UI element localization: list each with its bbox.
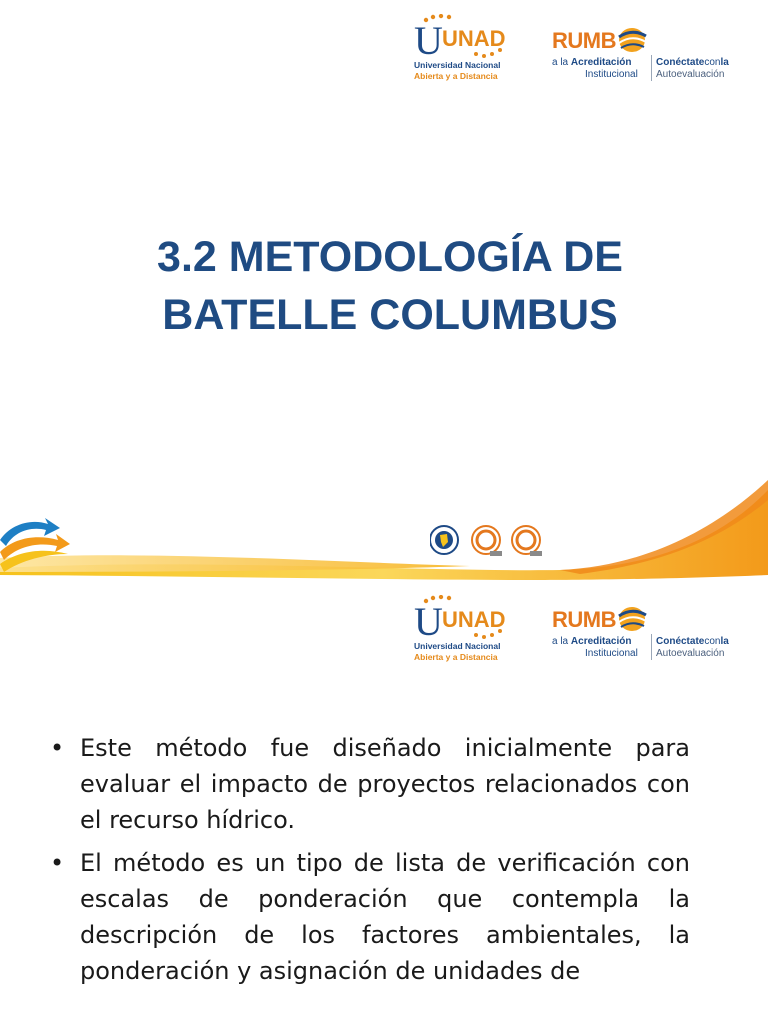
rumbo-word: RUMB xyxy=(552,28,616,53)
rumbo-line1: a la Acreditación xyxy=(552,636,632,647)
bullet-dot-icon: • xyxy=(50,734,65,762)
bullet-dot-icon: • xyxy=(50,849,65,877)
unad-logo xyxy=(414,591,514,667)
slide-content xyxy=(0,585,768,1024)
rumbo-line1: a la Acreditación xyxy=(552,57,632,68)
title-line-2: BATELLE COLUMBUS xyxy=(162,291,618,339)
unad-name: Universidad Nacional xyxy=(414,641,501,651)
conectate-line1: Conéctateconla xyxy=(656,57,729,68)
colombia-seal-icon xyxy=(430,526,458,554)
rumbo-word: RUMB xyxy=(552,607,616,632)
unad-letters: UNAD xyxy=(442,607,506,632)
logo-divider xyxy=(651,55,652,81)
unad-wordmark-icon xyxy=(414,14,514,64)
rumbo-swoosh-icon xyxy=(616,603,648,633)
unad-logo xyxy=(414,10,514,86)
rumbo-acreditacion-logo xyxy=(552,28,752,88)
conectate-line2: Autoevaluación xyxy=(656,648,725,659)
conectate-line2: Autoevaluación xyxy=(656,69,725,80)
rumbo-acreditacion-logo xyxy=(552,607,752,667)
svg-text:U: U xyxy=(414,599,443,644)
unad-subtitle: Abierta y a Distancia xyxy=(414,71,498,81)
certification-seals xyxy=(430,522,550,558)
unad-subtitle: Abierta y a Distancia xyxy=(414,652,498,662)
rumbo-line2: Institucional xyxy=(585,69,638,80)
conectate-line1: Conéctateconla xyxy=(656,636,729,647)
bullet-text: El método es un tipo de lista de verificación con escalas de ponderación que contempla la descripción de los factores ambientales, la ponderación y asignación de unidades de xyxy=(80,849,690,985)
rumbo-line2: Institucional xyxy=(585,648,638,659)
decorative-swoosh-band xyxy=(0,480,768,585)
bullet-text: Este método fue diseñado inicialmente para evaluar el impacto de proyectos relacionados con el recurso hídrico. xyxy=(80,734,690,834)
sgs-seal-icon xyxy=(512,526,542,556)
slide-title xyxy=(60,228,720,344)
bullet-list xyxy=(50,730,690,996)
unad-letters: UNAD xyxy=(442,26,506,51)
bullet-item xyxy=(50,845,690,989)
svg-text:U: U xyxy=(414,18,443,63)
rumbo-swoosh-icon xyxy=(616,24,648,54)
bullet-item xyxy=(50,730,690,838)
unad-wordmark-icon xyxy=(414,595,514,645)
title-line-1: 3.2 METODOLOGÍA DE xyxy=(157,233,623,281)
unad-name: Universidad Nacional xyxy=(414,60,501,70)
logo-divider xyxy=(651,634,652,660)
sgs-seal-icon xyxy=(472,526,502,556)
